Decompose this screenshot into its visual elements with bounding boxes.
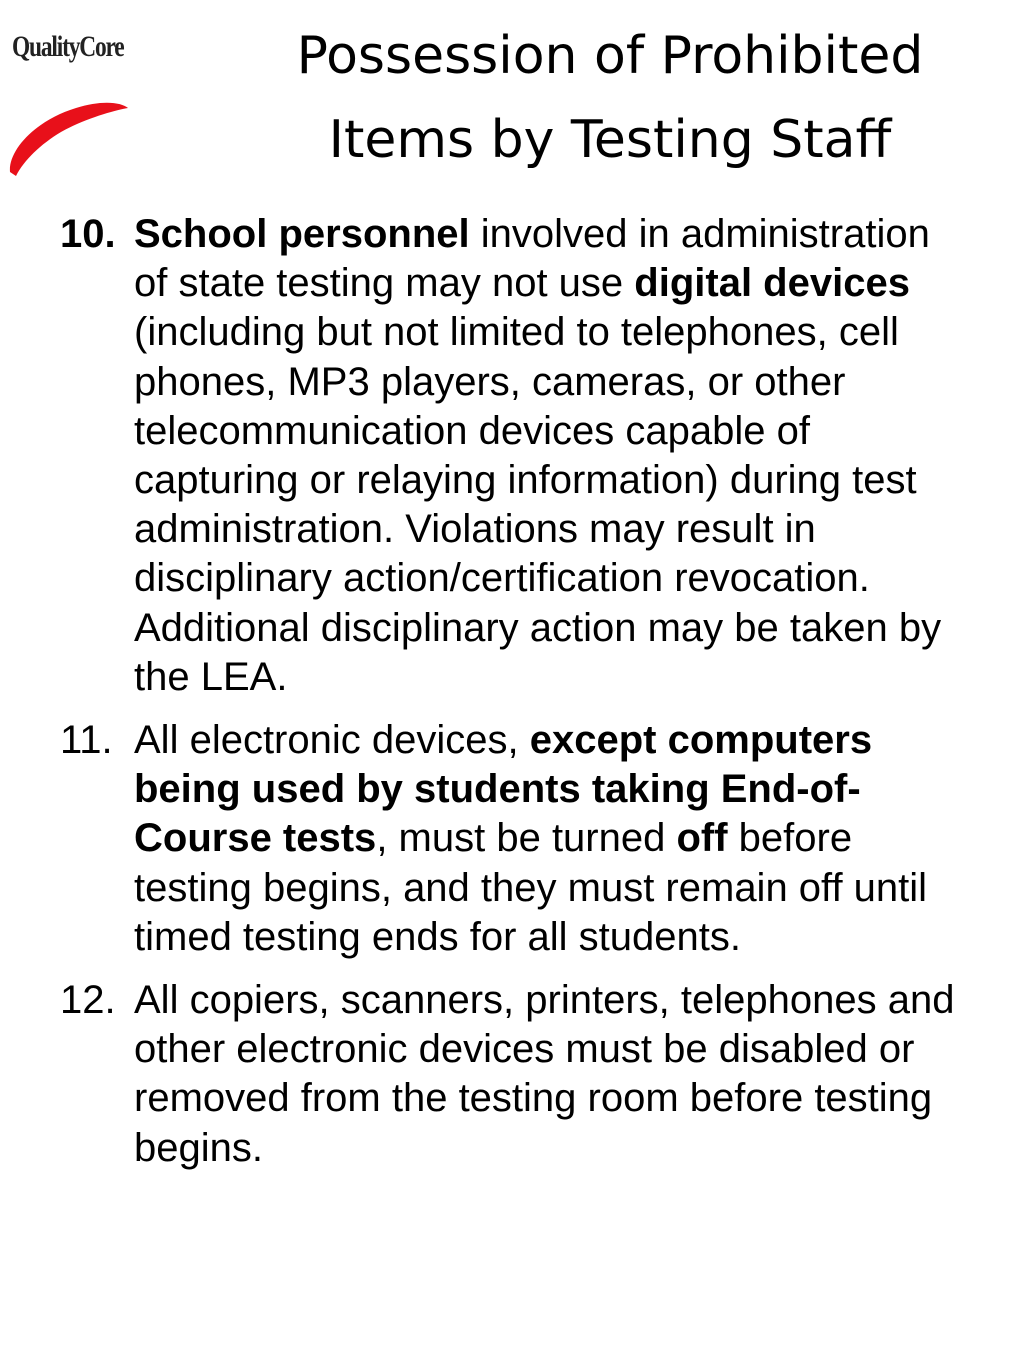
title-line-2: Items by Testing Staff xyxy=(328,110,892,170)
body-text: involved in administration of state testing may not use xyxy=(134,212,930,306)
emphasis-text: off xyxy=(676,816,728,861)
title-line-1: Possession of Prohibited xyxy=(296,26,924,86)
logo-wordmark: QualityCore xyxy=(12,30,124,63)
rule-item-11 xyxy=(60,716,960,962)
rules-list xyxy=(60,210,960,1187)
qualitycore-logo xyxy=(6,20,186,170)
emphasis-text: except computers being used by students taking End-of-Course tests xyxy=(134,718,873,861)
body-text: All copiers, scanners, printers, telephones and other electronic devices must be disabled or removed from the testing room before testing begins. xyxy=(134,978,955,1170)
item-number: 10. xyxy=(60,212,116,256)
emphasis-text: School personnel xyxy=(134,212,470,256)
body-text: (including but not limited to telephones, cell phones, MP3 players, cameras, or other telecommunication devices capable of capturing or relaying information) during test administration. Violations may result in disciplinary action/certification revocation. Additional disciplinary action may be taken by the LEA. xyxy=(134,310,942,699)
body-text: All electronic devices, xyxy=(134,718,530,763)
item-number: 12. xyxy=(60,978,116,1023)
rule-item-10 xyxy=(60,210,960,702)
rule-item-12 xyxy=(60,976,960,1173)
body-text: , must be turned xyxy=(376,816,677,861)
item-number: 11. xyxy=(60,718,113,763)
body-text: before testing begins, and they must remain off until timed testing ends for all students. xyxy=(134,816,928,959)
page-title xyxy=(240,14,980,182)
red-swoosh-icon xyxy=(6,80,136,180)
emphasis-text: digital devices xyxy=(634,261,910,306)
